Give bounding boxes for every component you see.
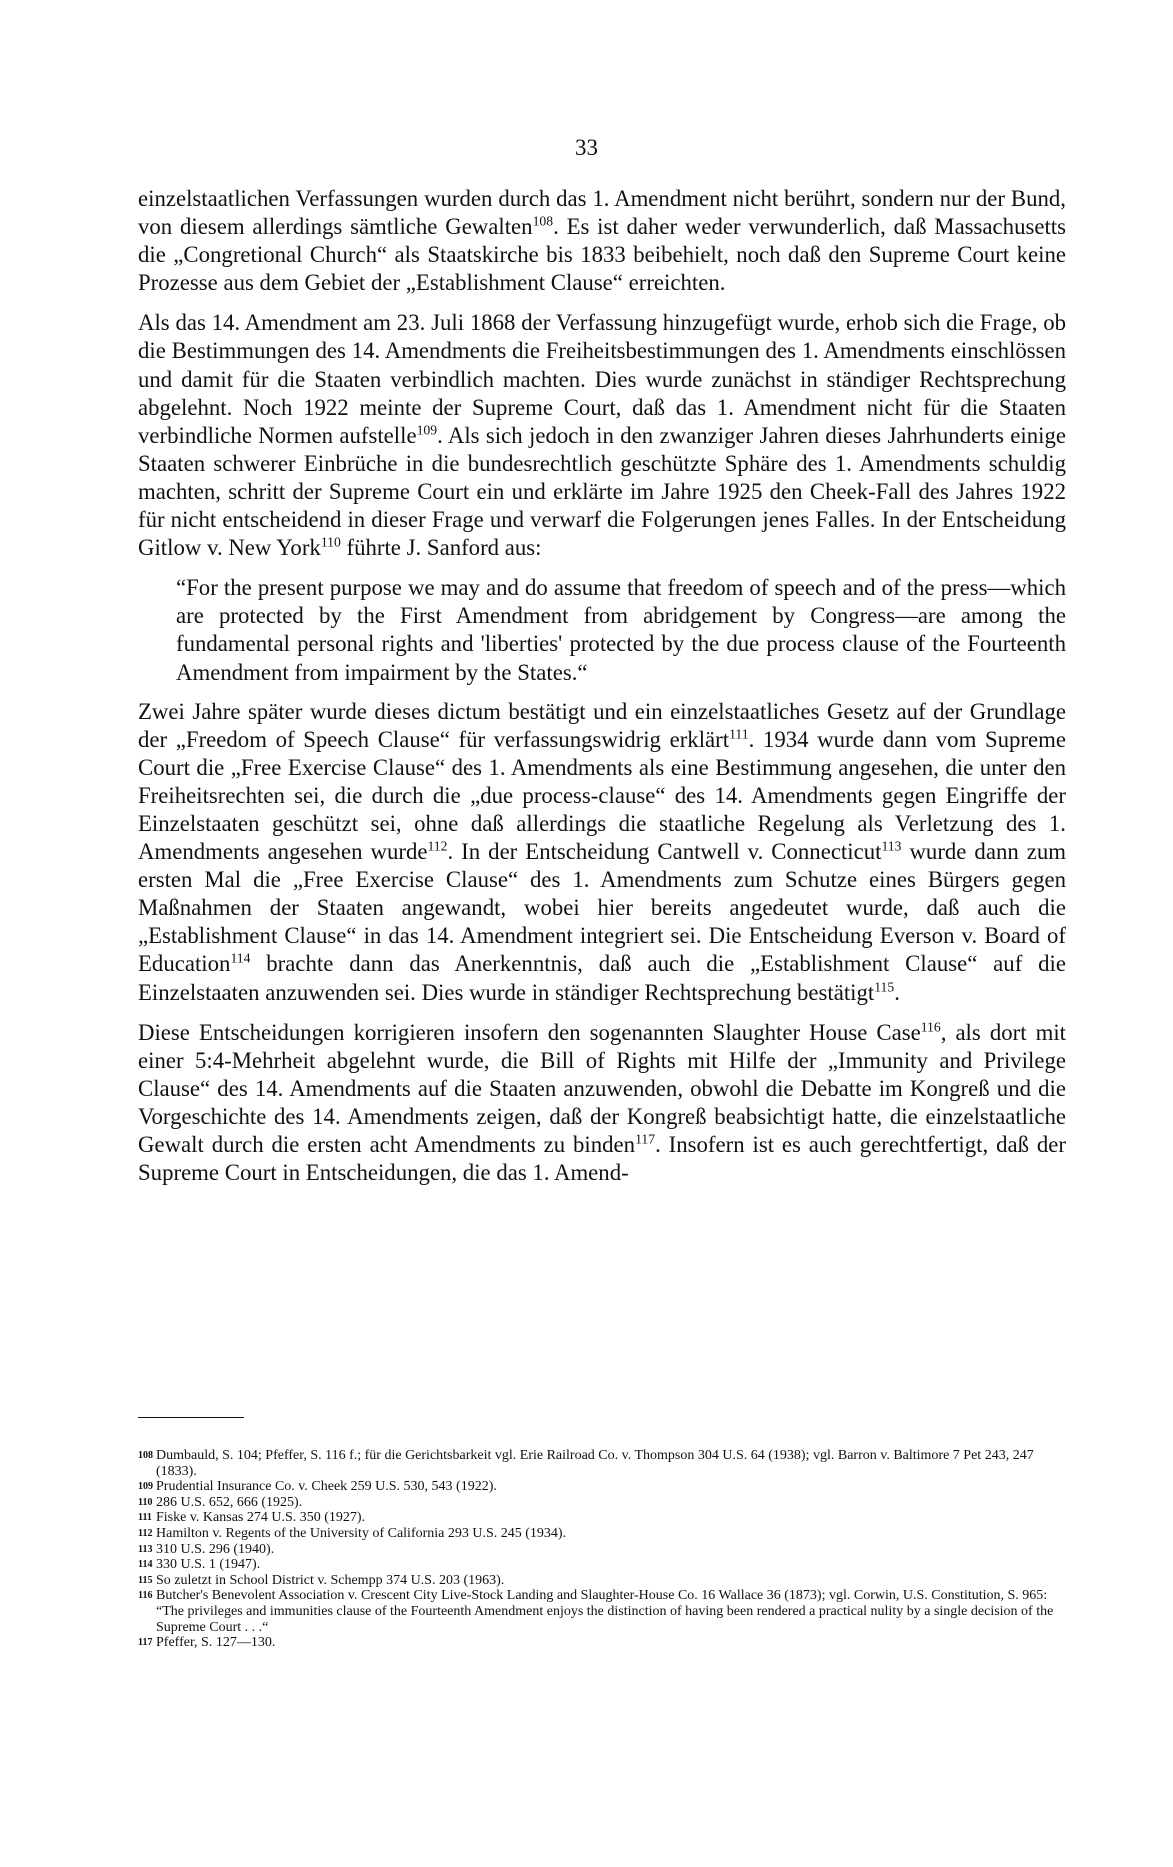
paragraph-4 xyxy=(138,1019,1066,1188)
footnote-number: 113 xyxy=(138,1543,153,1555)
footnote-number: 109 xyxy=(138,1481,153,1493)
text-run: . Als sich jedoch in den zwanziger Jahren dieses Jahrhunderts einige Staaten schwerer Einbrüche in die bundesrechtlich geschützte Sphäre des 1. Amendments schuldig machten, schritt der Supreme Court ein und erklärte im Jahre 1925 den Cheek-Fall des Jahres 1922 für nicht entscheidend in dieser Frage und verwarf die Folgerungen jenes Falles. In der Entscheidung Gitlow v. New York xyxy=(138,422,1067,561)
footnote-text: Prudential Insurance Co. v. Cheek 259 U.S. 530, 543 (1922). xyxy=(156,1479,497,1495)
footnote-text: Hamilton v. Regents of the University of California 293 U.S. 245 (1934). xyxy=(156,1525,567,1541)
text-run: einzelstaatlichen Verfassungen wurden durch das 1. Amendment nicht berührt, sondern nur der Bund, von diesem allerdings sämtliche Gewalten xyxy=(138,186,1066,240)
footnote-ref: 115 xyxy=(874,978,895,994)
footnote-ref: 113 xyxy=(881,838,902,854)
text-run: Als das 14. Amendment am 23. Juli 1868 der Verfassung hinzugefügt wurde, erhob sich die Frage, ob die Bestimmungen des 14. Amendments die Freiheitsbestimmungen des 1. Amendments einschlössen und damit für die Staaten verbindlich machten. Dies wurde zunächst in ständiger Rechtsprechung abgelehnt. Noch 1922 meinte der Supreme Court, daß das 1. Amendment nicht für die Staaten verbindliche Normen aufstelle xyxy=(138,310,1066,448)
text-run: . xyxy=(894,979,900,1005)
footnote-108 xyxy=(138,1448,1066,1479)
footnote-text: 286 U.S. 652, 666 (1925). xyxy=(156,1494,303,1510)
footnote-number: 117 xyxy=(138,1637,153,1649)
footnote-number: 110 xyxy=(138,1496,153,1508)
footnote-number: 108 xyxy=(138,1450,153,1461)
footnote-text: Dumbauld, S. 104; Pfeffer, S. 116 f.; für die Gerichtsbarkeit vgl. Erie Railroad Co. v. Thompson 304 U.S. 64 (1938); vgl. Barron v. Baltimore 7 Pet 243, 247 (1833). xyxy=(156,1448,1034,1479)
footnote-number: 114 xyxy=(138,1559,153,1571)
text-run: wurde dann zum ersten Mal die „Free Exercise Clause“ des 1. Amendments zum Schutze eines Bürgers gegen Maßnahmen der Staaten angewandt, wobei hier bereits angedeutet wurde, daß auch die „Establishment Clause“ in das 14. Amendment integriert sei. Die Entscheidung Everson v. Board of Education xyxy=(138,839,1066,977)
footnote-ref: 114 xyxy=(230,950,251,966)
text-run: . In der Entscheidung Cantwell v. Connecticut xyxy=(447,839,882,865)
footnote-ref: 112 xyxy=(427,838,448,854)
footnote-110 xyxy=(138,1495,1066,1511)
footnote-113 xyxy=(138,1542,1066,1558)
text-run: Zwei Jahre später wurde dieses dictum bestätigt und ein einzelstaatliches Gesetz auf der Grundlage der „Freedom of Speech Clause“ für verfassungswidrig erklärt xyxy=(138,698,1066,752)
footnote-text: So zuletzt in School District v. Schempp 374 U.S. 203 (1963). xyxy=(156,1572,505,1588)
footnote-number: 116 xyxy=(138,1590,153,1602)
footnote-ref: 117 xyxy=(635,1131,656,1147)
footnote-114 xyxy=(138,1557,1066,1573)
text-run: . Es ist daher weder verwunderlich, daß Massachusetts die „Congretional Church“ als Staatskirche bis 1833 beibehielt, noch daß den Supreme Court keine Prozesse aus dem Gebiet der „Establishment Clause“ erreichten. xyxy=(138,214,1066,296)
footnote-text: Pfeffer, S. 127—130. xyxy=(156,1635,276,1651)
footnote-ref: 109 xyxy=(416,422,438,438)
footnote-text: Fiske v. Kansas 274 U.S. 350 (1927). xyxy=(156,1510,366,1526)
footnote-ref: 110 xyxy=(320,534,341,550)
footnote-109 xyxy=(138,1479,1066,1495)
footnote-text: 330 U.S. 1 (1947). xyxy=(156,1557,261,1573)
footnote-ref: 111 xyxy=(729,726,749,742)
footnote-number: 115 xyxy=(138,1574,153,1586)
footnote-number: 112 xyxy=(138,1527,153,1539)
page-number: 33 xyxy=(575,135,598,160)
footnote-number: 111 xyxy=(138,1512,152,1524)
footnotes xyxy=(138,1448,1066,1651)
text-run: Diese Entscheidungen korrigieren insofern den sogenannten Slaughter House Case xyxy=(138,1019,921,1045)
text-run: . 1934 wurde dann vom Supreme Court die „Free Exercise Clause“ des 1. Amendments als eine Bestimmung angesehen, die unter den Freiheitsrechten sei, die durch die „due process-clause“ des 14. Amendments gegen Eingriffe der Einzelstaaten geschützt sei, ohne daß allerdings die staatliche Regelung als Verletzung des 1. Amendments angesehen wurde xyxy=(138,726,1066,865)
text-run: führte J. Sanford aus: xyxy=(340,535,542,561)
footnote-text: Butcher's Benevolent Association v. Crescent City Live-Stock Landing and Slaughter-House Co. 16 Wallace 36 (1873); vgl. Corwin, U.S. Constitution, S. 965: “The privileges and immunities clause of the Fourteenth Amendment enjoys the distinction of having been rendered a practical nulity by a single decision of the Supreme Court . . .“ xyxy=(156,1588,1054,1635)
text-run: , als dort mit einer 5:4-Mehrheit abgelehnt wurde, die Bill of Rights mit Hilfe der „Immunity and Privilege Clause“ des 14. Amendments auf die Staaten anzuwenden, obwohl die Debatte im Kongreß und die Vorgeschichte des 14. Amendments zeigen, daß der Kongreß beabsichtigt hatte, die einzelstaatliche Gewalt durch die ersten acht Amendments zu binden xyxy=(138,1019,1066,1157)
footnote-divider xyxy=(138,1417,244,1418)
paragraph-3 xyxy=(138,698,1066,1007)
text-run: brachte dann das Anerkenntnis, daß auch die „Establishment Clause“ auf die Einzelstaaten anzuwenden sei. Dies wurde in ständiger Rechtsprechung bestätigt xyxy=(138,951,1066,1005)
footnote-117 xyxy=(138,1635,1066,1651)
body-text xyxy=(138,185,1066,1199)
footnote-text: 310 U.S. 296 (1940). xyxy=(156,1541,275,1557)
footnote-115 xyxy=(138,1573,1066,1589)
footnote-111 xyxy=(138,1510,1066,1526)
footnote-116 xyxy=(138,1588,1066,1635)
paragraph-1 xyxy=(138,185,1066,297)
footnote-ref: 116 xyxy=(920,1019,941,1035)
paragraph-2 xyxy=(138,309,1066,562)
footnote-ref: 108 xyxy=(532,213,554,229)
footnote-112 xyxy=(138,1526,1066,1542)
block-quote: “For the present purpose we may and do assume that freedom of speech and of the press—which are protected by the First Amendment from abridgement by Congress—are among the fundamental personal rights and 'liberties' protected by the due process clause of the Fourteenth Amendment from impairment by the States.“ xyxy=(176,575,1066,685)
text-run: . Insofern ist es auch gerechtfertigt, daß der Supreme Court in Entscheidungen, die das 1. Amend- xyxy=(138,1132,1066,1186)
